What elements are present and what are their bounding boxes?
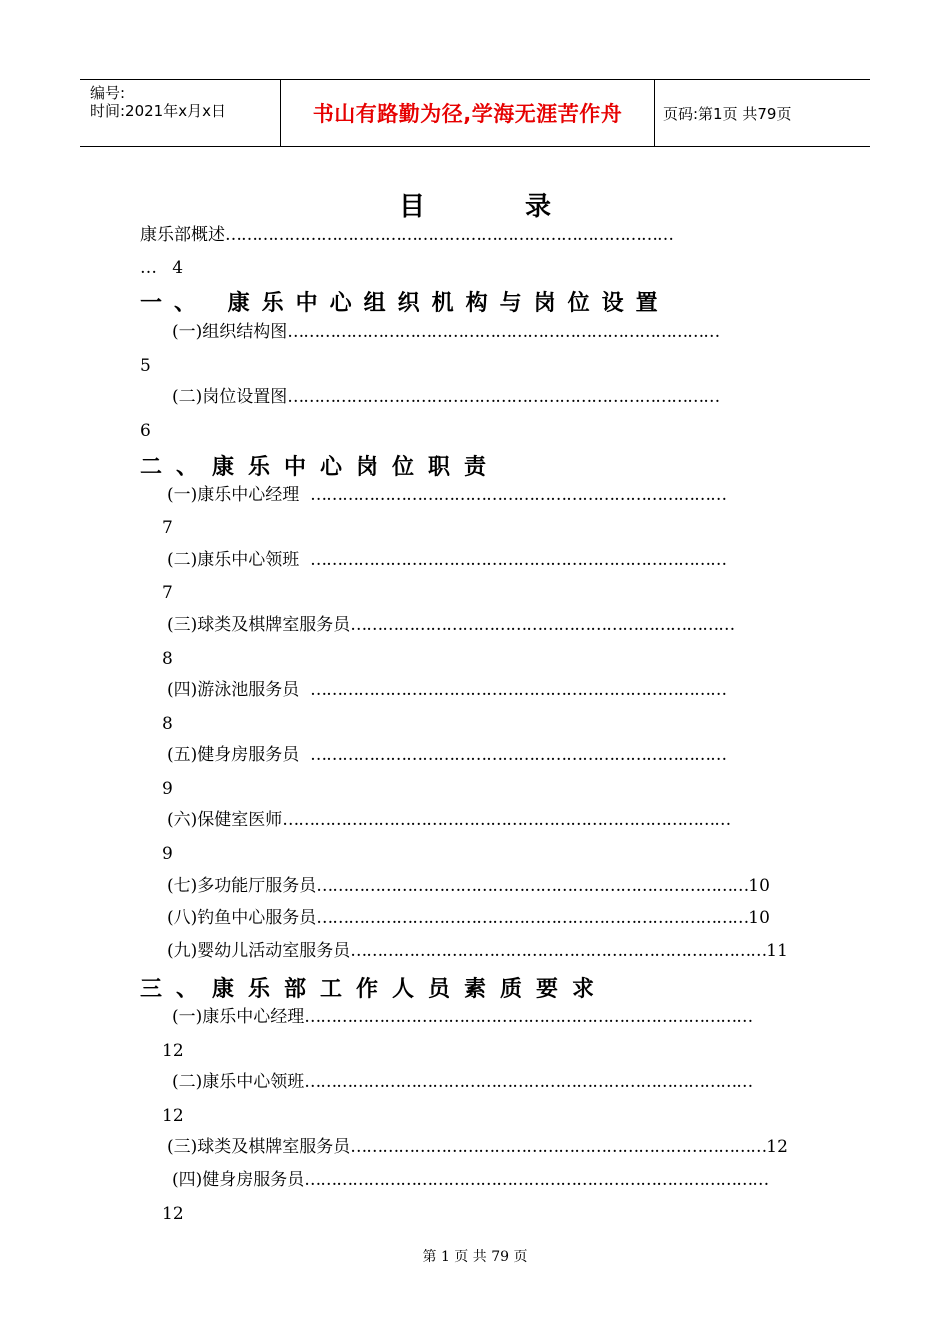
page-footer: 第 1 页 共 79 页 [422, 1249, 528, 1265]
toc-page-number: 7 [162, 583, 173, 603]
section-heading-3: 三、康乐部工作人员素质要求 [140, 976, 609, 1002]
page-info: 页码:第1页 共79页 [663, 104, 792, 123]
motto: 书山有路勤为径,学海无涯苦作舟 [281, 80, 655, 146]
toc-entry-label: (六)保健室医师 [167, 810, 283, 830]
toc-entry-label: (四)游泳池服务员 [167, 680, 300, 700]
toc-entry-label: (三)球类及棋牌室服务员 [167, 615, 351, 635]
toc-page-number: 10 [748, 908, 770, 928]
toc-entry-label: (一)康乐中心经理 [172, 1007, 305, 1027]
toc-leader-dots: ………………………………………………………………………… [225, 225, 673, 245]
toc-entry[interactable]: (四)游泳池服务员 …………………………………………………………………… [167, 680, 727, 700]
toc-entry[interactable]: (一)康乐中心经理………………………………………………………………………… [172, 1007, 753, 1027]
section-heading-1: 一、 康乐中心组织机构与岗位设置 [140, 290, 670, 316]
toc-page-number: 12 [162, 1204, 184, 1224]
toc-entry[interactable]: (九)婴幼儿活动室服务员……………………………………………………………………11 [167, 941, 788, 961]
toc-page-number: 12 [162, 1106, 184, 1126]
toc-page-number: 12 [766, 1137, 788, 1157]
toc-page-number: 10 [748, 876, 770, 896]
number-label: 编号: [90, 84, 126, 102]
toc-entry[interactable]: (一)组织结构图……………………………………………………………………… [172, 322, 720, 342]
toc-entry[interactable]: (三)球类及棋牌室服务员……………………………………………………………………12 [167, 1137, 788, 1157]
toc-entry[interactable]: (四)健身房服务员…………………………………………………………………………… [172, 1170, 769, 1190]
toc-entry-label: (八)钓鱼中心服务员 [167, 908, 317, 928]
toc-page-number: 12 [162, 1041, 184, 1061]
toc-page-number: 6 [140, 421, 151, 441]
toc-entry-overview-page: … 4 [140, 258, 184, 278]
toc-page-number: 9 [162, 844, 173, 864]
header-meta-cell [80, 80, 281, 146]
toc-entry-label: 康乐部概述 [140, 225, 225, 245]
toc-page-number: 4 [172, 258, 184, 278]
toc-entry[interactable]: (七)多功能厅服务员………………………………………………………………………10 [167, 876, 770, 896]
toc-entry-label: (二)岗位设置图 [172, 387, 288, 407]
time-label: 时间:2021年x月x日 [90, 102, 226, 120]
toc-entry-overview[interactable] [140, 224, 673, 246]
toc-page-number: 11 [766, 941, 788, 961]
document-header [80, 79, 870, 147]
toc-page-number: 9 [162, 779, 173, 799]
toc-page-number: 7 [162, 518, 173, 538]
toc-entry[interactable]: (二)岗位设置图……………………………………………………………………… [172, 387, 720, 407]
title-char-1: 目 [398, 192, 425, 222]
toc-entry-label: (三)球类及棋牌室服务员 [167, 1137, 351, 1157]
toc-entry-label: (二)康乐中心领班 [172, 1072, 305, 1092]
toc-entry[interactable]: (六)保健室医师………………………………………………………………………… [167, 810, 731, 830]
toc-entry[interactable]: (二)康乐中心领班 …………………………………………………………………… [167, 550, 727, 570]
toc-entry-label: (七)多功能厅服务员 [167, 876, 317, 896]
section-heading-2: 二、康乐中心岗位职责 [140, 454, 501, 480]
title-char-2: 录 [525, 192, 552, 222]
toc-entry-label: (一)组织结构图 [172, 322, 288, 342]
toc-page-number: 8 [162, 649, 173, 669]
toc-page-number: 5 [140, 356, 151, 376]
toc-entry[interactable]: (五)健身房服务员 …………………………………………………………………… [167, 745, 727, 765]
toc-entry-label: (一)康乐中心经理 [167, 485, 300, 505]
toc-entry[interactable]: (二)康乐中心领班………………………………………………………………………… [172, 1072, 753, 1092]
toc-entry[interactable]: (三)球类及棋牌室服务员……………………………………………………………… [167, 615, 735, 635]
toc-entry-label: (二)康乐中心领班 [167, 550, 300, 570]
toc-entry[interactable]: (一)康乐中心经理 …………………………………………………………………… [167, 485, 727, 505]
toc-entry-label: (九)婴幼儿活动室服务员 [167, 941, 351, 961]
toc-page-number: 8 [162, 714, 173, 734]
page-title [0, 186, 950, 223]
toc-entry-label: (四)健身房服务员 [172, 1170, 305, 1190]
toc-entry[interactable]: (八)钓鱼中心服务员………………………………………………………………………10 [167, 908, 770, 928]
toc-entry-label: (五)健身房服务员 [167, 745, 300, 765]
